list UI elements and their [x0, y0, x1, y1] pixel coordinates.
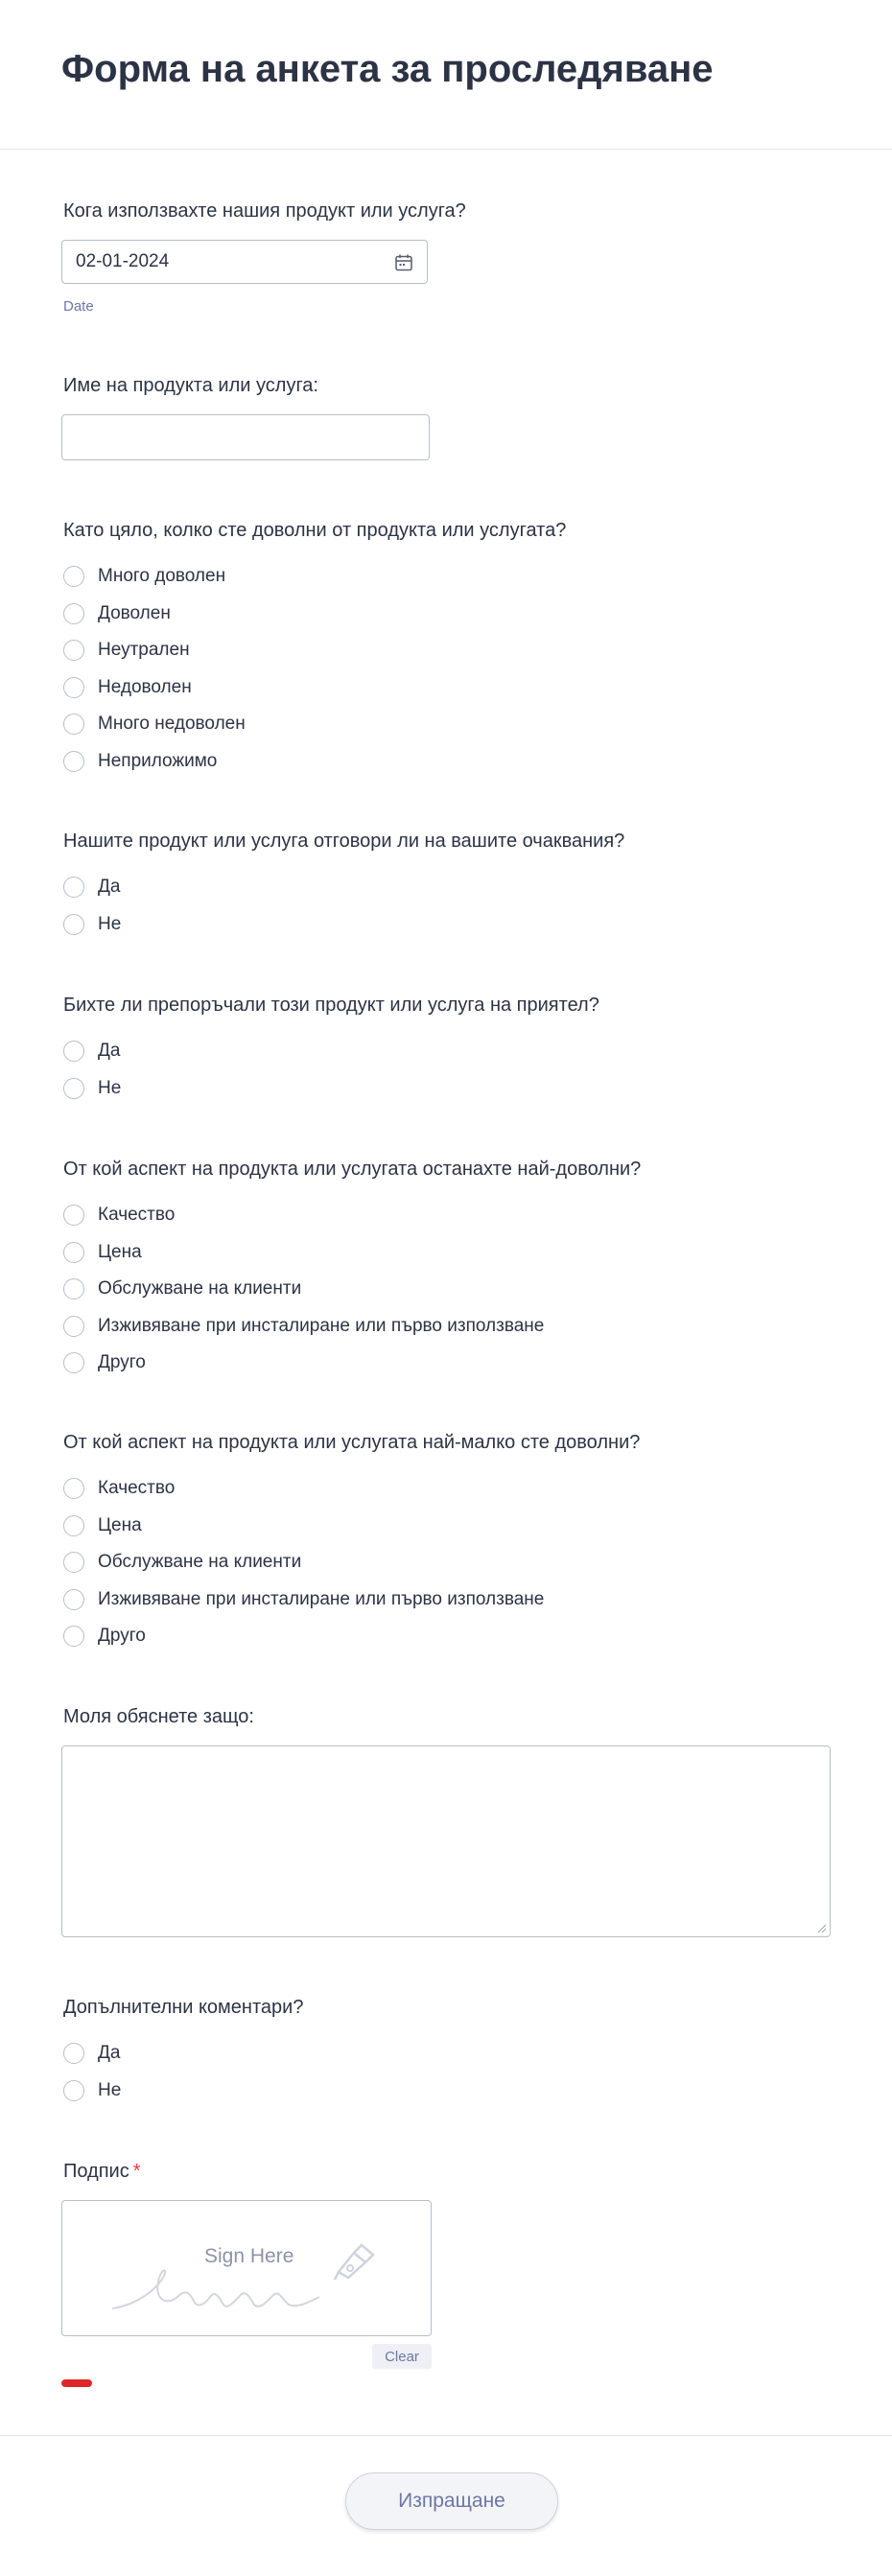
signature-label: Подпис — [63, 2161, 129, 2182]
radio-button[interactable] — [63, 1078, 84, 1099]
radio-button[interactable] — [63, 1552, 84, 1573]
option-label[interactable]: Да — [98, 2043, 121, 2064]
option-label[interactable]: Доволен — [98, 602, 171, 623]
radio-button[interactable] — [63, 1352, 84, 1373]
radio-option[interactable] — [63, 1197, 641, 1234]
radio-button[interactable] — [63, 2080, 84, 2101]
radio-option[interactable] — [63, 743, 566, 781]
radio-option[interactable] — [63, 2073, 303, 2110]
option-label[interactable]: Качество — [98, 1205, 176, 1226]
form-header — [0, 0, 892, 150]
radio-option[interactable] — [63, 1470, 640, 1508]
option-label[interactable]: Изживяване при инсталиране или първо използване — [98, 1315, 545, 1336]
question-explain — [63, 1704, 254, 1745]
radio-button[interactable] — [63, 751, 84, 772]
radio-button[interactable] — [63, 1478, 84, 1499]
clear-signature-button[interactable]: Clear — [372, 2344, 432, 2369]
option-label[interactable]: Качество — [98, 1478, 176, 1499]
question-recommend — [63, 993, 599, 1107]
date-field[interactable] — [61, 240, 428, 284]
date-input[interactable] — [74, 250, 365, 273]
radio-option[interactable] — [63, 1234, 641, 1272]
question-most-satisfied — [63, 1157, 641, 1382]
radio-option[interactable] — [63, 869, 624, 906]
option-label[interactable]: Обслужване на клиенти — [98, 1552, 302, 1573]
option-label[interactable]: Не — [98, 2079, 122, 2100]
error-badge — [61, 2379, 92, 2387]
required-mark: * — [132, 2161, 141, 2182]
question-satisfaction — [63, 518, 566, 780]
radio-option[interactable] — [63, 1070, 599, 1108]
question-label — [63, 2159, 141, 2184]
option-label[interactable]: Не — [98, 913, 122, 934]
option-label[interactable]: Да — [98, 877, 121, 898]
radio-button[interactable] — [63, 677, 84, 698]
radio-option[interactable] — [63, 2035, 303, 2073]
option-label[interactable]: Да — [98, 1041, 121, 1062]
radio-option[interactable] — [63, 632, 566, 669]
question-label: От кой аспект на продукта или услугата останахте най-доволни? — [63, 1159, 642, 1180]
radio-button[interactable] — [63, 1589, 84, 1610]
option-label[interactable]: Много недоволен — [98, 714, 246, 735]
radio-option[interactable] — [63, 1033, 599, 1070]
radio-button[interactable] — [63, 603, 84, 624]
option-label[interactable]: Цена — [98, 1514, 142, 1535]
radio-option[interactable] — [63, 669, 566, 707]
option-label[interactable]: Друго — [98, 1352, 146, 1373]
option-label[interactable]: Неприложимо — [98, 750, 218, 771]
question-label: Нашите продукт или услуга отговори ли на вашите очаквания? — [63, 831, 625, 852]
calendar-icon[interactable] — [394, 253, 413, 272]
question-label: Моля обяснете защо: — [63, 1706, 254, 1727]
product-name-input[interactable] — [61, 414, 430, 460]
radio-button[interactable] — [63, 1278, 84, 1300]
question-comments — [63, 1995, 303, 2109]
question-least-satisfied — [63, 1430, 640, 1655]
question-label: Име на продукта или услуга: — [63, 375, 318, 396]
radio-option[interactable] — [63, 706, 566, 743]
question-label: Като цяло, колко сте доволни от продукта или услугата? — [63, 520, 567, 541]
radio-button[interactable] — [63, 877, 84, 898]
radio-button[interactable] — [63, 1626, 84, 1647]
radio-button[interactable] — [63, 1205, 84, 1226]
date-sublabel: Date — [63, 298, 94, 315]
option-label[interactable]: Недоволен — [98, 676, 192, 697]
pen-icon — [333, 2239, 379, 2282]
page-title: Форма на анкета за проследяване — [61, 48, 714, 90]
option-label[interactable]: Изживяване при инсталиране или първо използване — [98, 1588, 545, 1609]
question-label: От кой аспект на продукта или услугата най-малко сте доволни? — [63, 1432, 641, 1453]
question-signature — [63, 2159, 141, 2199]
explain-textarea[interactable] — [61, 1745, 831, 1937]
radio-option[interactable] — [63, 1345, 641, 1382]
question-date — [63, 199, 466, 239]
radio-option[interactable] — [63, 596, 566, 633]
footer-divider — [0, 2435, 892, 2436]
question-label: Бихте ли препоръчали този продукт или услуга на приятел? — [63, 995, 599, 1016]
radio-button[interactable] — [63, 1515, 84, 1536]
sign-here-placeholder: Sign Here — [204, 2245, 294, 2267]
submit-button[interactable]: Изпращане — [345, 2472, 558, 2530]
radio-option[interactable] — [63, 1581, 640, 1619]
option-label[interactable]: Друго — [98, 1626, 146, 1647]
radio-button[interactable] — [63, 914, 84, 935]
signature-pad[interactable] — [61, 2200, 432, 2336]
option-label[interactable]: Цена — [98, 1241, 142, 1262]
radio-button[interactable] — [63, 714, 84, 735]
radio-option[interactable] — [63, 1618, 640, 1655]
question-label: Кога използвахте нашия продукт или услуга? — [63, 200, 466, 222]
radio-option[interactable] — [63, 1308, 641, 1346]
question-expectations — [63, 829, 624, 943]
radio-option[interactable] — [63, 558, 566, 596]
option-label[interactable]: Не — [98, 1077, 122, 1098]
radio-option[interactable] — [63, 906, 624, 944]
resize-grip-icon[interactable] — [817, 1924, 827, 1933]
radio-option[interactable] — [63, 1544, 640, 1581]
option-label[interactable]: Неутрален — [98, 640, 190, 661]
radio-button[interactable] — [63, 1316, 84, 1337]
radio-button[interactable] — [63, 2043, 84, 2064]
question-product — [63, 373, 318, 413]
radio-option[interactable] — [63, 1271, 641, 1308]
option-label[interactable]: Много доволен — [98, 566, 226, 587]
question-label: Допълнителни коментари? — [63, 1997, 304, 2018]
radio-button[interactable] — [63, 640, 84, 661]
radio-button[interactable] — [63, 1242, 84, 1263]
radio-button[interactable] — [63, 566, 84, 587]
option-label[interactable]: Обслужване на клиенти — [98, 1278, 302, 1300]
radio-option[interactable] — [63, 1508, 640, 1545]
radio-button[interactable] — [63, 1041, 84, 1062]
